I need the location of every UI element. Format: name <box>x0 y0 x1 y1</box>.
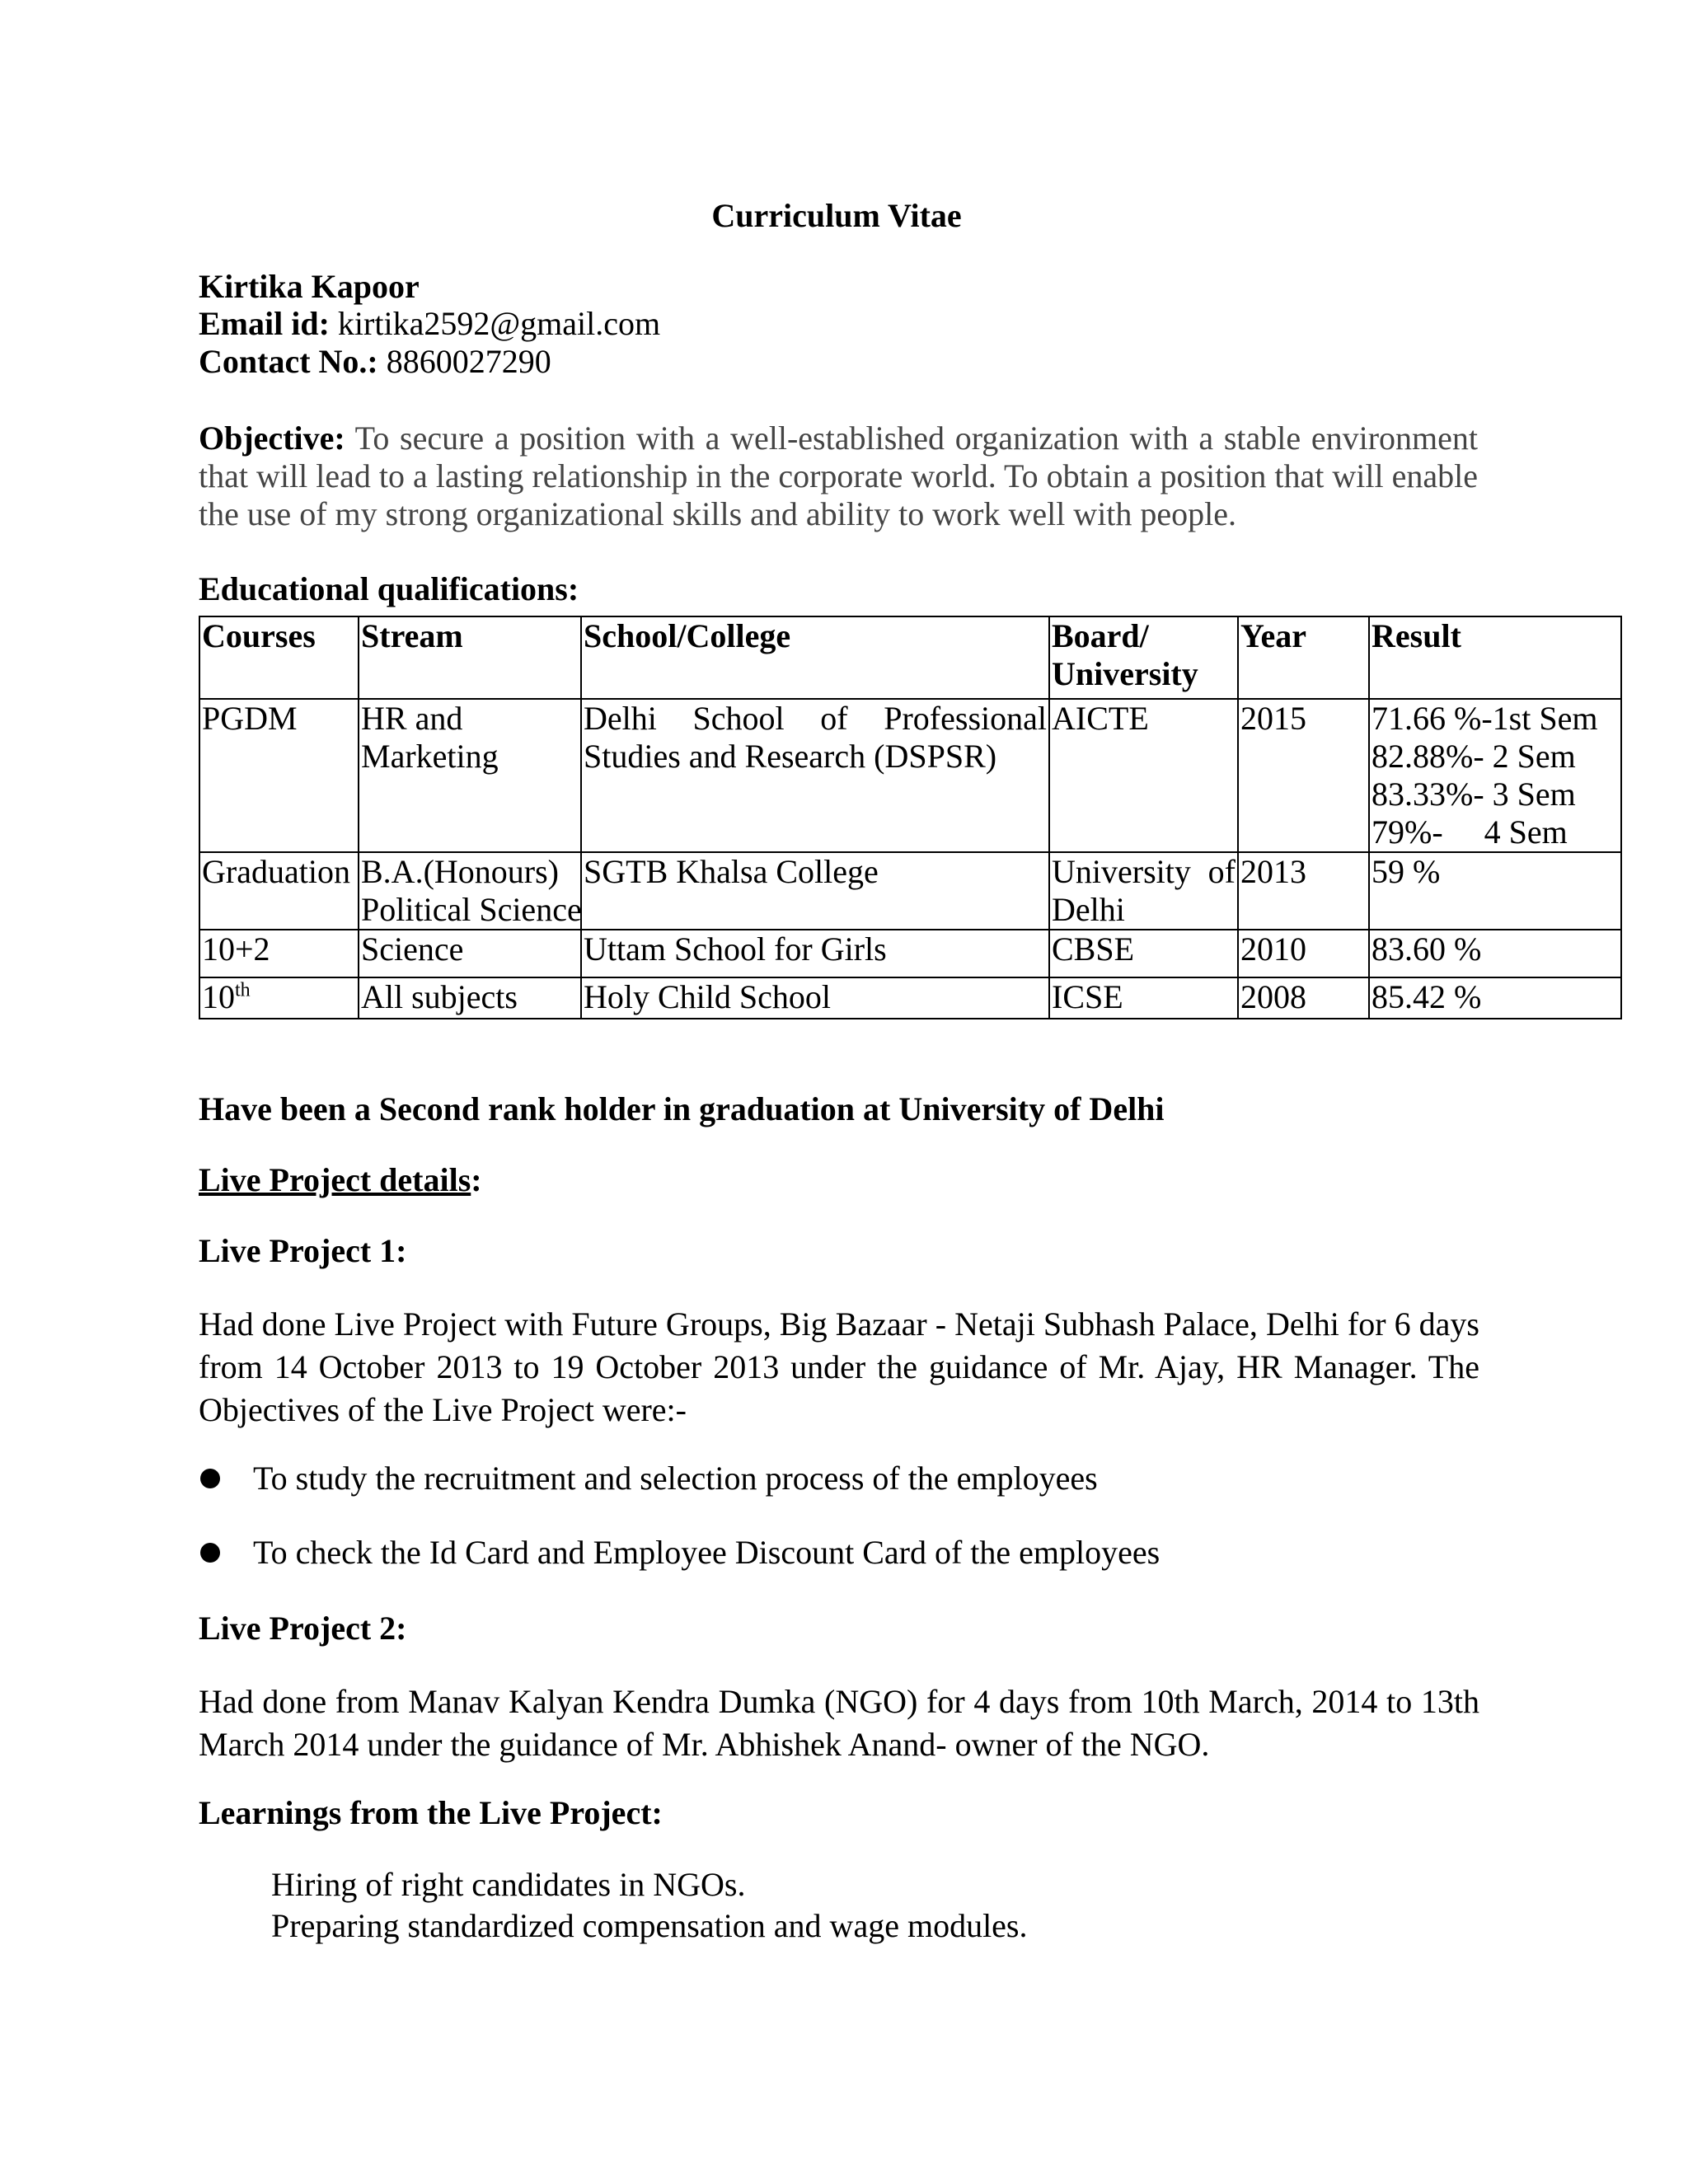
result-line: 79%- 4 Sem <box>1372 813 1568 851</box>
column-header-stream: Stream <box>359 616 581 699</box>
table-header-row <box>199 616 1621 699</box>
board-line-1: University of <box>1052 853 1236 890</box>
column-header-courses: Courses <box>199 616 359 699</box>
cell-result <box>1369 699 1621 852</box>
cell-stream <box>359 699 581 852</box>
cell-course: Graduation <box>199 852 359 930</box>
cell-board: ICSE <box>1049 977 1238 1019</box>
column-header-school: School/College <box>581 616 1049 699</box>
cell-year: 2015 <box>1238 699 1369 852</box>
cell-course <box>199 977 359 1019</box>
board-header-line-1: Board/ <box>1052 617 1149 654</box>
project1-objective: To check the Id Card and Employee Discount Card of the employees <box>253 1534 1160 1571</box>
column-header-result: Result <box>1369 616 1621 699</box>
school-line-1: Delhi School of Professional <box>584 700 1047 737</box>
project1-title: Live Project 1: <box>199 1232 407 1269</box>
contact-line <box>199 343 551 381</box>
live-projects-heading-text: Live Project details <box>199 1161 471 1198</box>
column-header-board <box>1049 616 1238 699</box>
cell-stream <box>359 852 581 930</box>
document-title: Curriculum Vitae <box>711 197 962 234</box>
live-projects-heading-colon: : <box>471 1161 482 1198</box>
result-line: 71.66 %-1st Sem <box>1372 700 1598 737</box>
project1-description: Had done Live Project with Future Groups, Big Bazaar - Netaji Subhash Palace, Delhi for 6 days from 14 October 2013 to 19 October 2013 under the guidance of Mr. Ajay, HR Manager. The Objectives of the Live Project were:- <box>199 1305 1479 1428</box>
table-row <box>199 699 1621 852</box>
contact-value: 8860027290 <box>386 343 551 380</box>
cell-board: AICTE <box>1049 699 1238 852</box>
cell-course: PGDM <box>199 699 359 852</box>
email-value: kirtika2592@gmail.com <box>337 305 661 342</box>
cell-result: 83.60 % <box>1369 930 1621 977</box>
cell-school: Uttam School for Girls <box>581 930 1049 977</box>
cell-year: 2013 <box>1238 852 1369 930</box>
cell-year: 2010 <box>1238 930 1369 977</box>
stream-line-1: HR and <box>361 700 463 737</box>
stream-line-2: Marketing <box>361 738 499 775</box>
objective-paragraph <box>199 419 1478 533</box>
contact-label: Contact No.: <box>199 343 378 380</box>
cell-year: 2008 <box>1238 977 1369 1019</box>
table-row <box>199 977 1621 1019</box>
board-line-2: Delhi <box>1052 891 1125 928</box>
project2-description: Had done from Manav Kalyan Kendra Dumka (NGO) for 4 days from 10th March, 2014 to 13th March 2014 under the guidance of Mr. Abhishek Anand- owner of the NGO. <box>199 1683 1479 1763</box>
board-header-line-2: University <box>1052 655 1198 692</box>
cell-school: SGTB Khalsa College <box>581 852 1049 930</box>
objective-text: To secure a position with a well-established organization with a stable environment that will lead to a lasting relationship in the corporate world. To obtain a position that will enable the use of my strong organizational skills and ability to work well with people. <box>199 419 1478 532</box>
project2-title: Live Project 2: <box>199 1610 407 1647</box>
cell-school <box>581 699 1049 852</box>
bullet-icon <box>200 1543 220 1563</box>
column-header-year: Year <box>1238 616 1369 699</box>
project1-objective: To study the recruitment and selection process of the employees <box>253 1460 1098 1497</box>
learnings-title: Learnings from the Live Project: <box>199 1794 663 1831</box>
education-heading: Educational qualifications: <box>199 570 579 607</box>
bullet-icon <box>200 1469 220 1488</box>
cell-course: 10+2 <box>199 930 359 977</box>
cell-board: CBSE <box>1049 930 1238 977</box>
stream-line-2: Political Science <box>361 891 582 928</box>
achievement-line: Have been a Second rank holder in graduation at University of Delhi <box>199 1090 1165 1127</box>
table-row <box>199 852 1621 930</box>
result-line: 83.33%- 3 Sem <box>1372 776 1576 813</box>
cell-board <box>1049 852 1238 930</box>
table-row <box>199 930 1621 977</box>
cell-result: 85.42 % <box>1369 977 1621 1019</box>
course-superscript: th <box>235 979 251 1001</box>
result-line: 82.88%- 2 Sem <box>1372 738 1576 775</box>
email-line <box>199 305 660 343</box>
candidate-name: Kirtika Kapoor <box>199 268 420 305</box>
cell-result: 59 % <box>1369 852 1621 930</box>
cell-school: Holy Child School <box>581 977 1049 1019</box>
live-projects-heading <box>199 1161 482 1199</box>
education-table <box>199 616 1622 1019</box>
learning-item: Hiring of right candidates in NGOs. <box>271 1866 746 1903</box>
school-line-2: Studies and Research (DSPSR) <box>584 738 997 775</box>
objective-label: Objective: <box>199 419 345 457</box>
course-number: 10 <box>202 978 235 1015</box>
stream-line-1: B.A.(Honours) <box>361 853 559 890</box>
cell-stream: All subjects <box>359 977 581 1019</box>
cell-stream: Science <box>359 930 581 977</box>
learning-item: Preparing standardized compensation and wage modules. <box>271 1907 1028 1944</box>
email-label: Email id: <box>199 305 330 342</box>
